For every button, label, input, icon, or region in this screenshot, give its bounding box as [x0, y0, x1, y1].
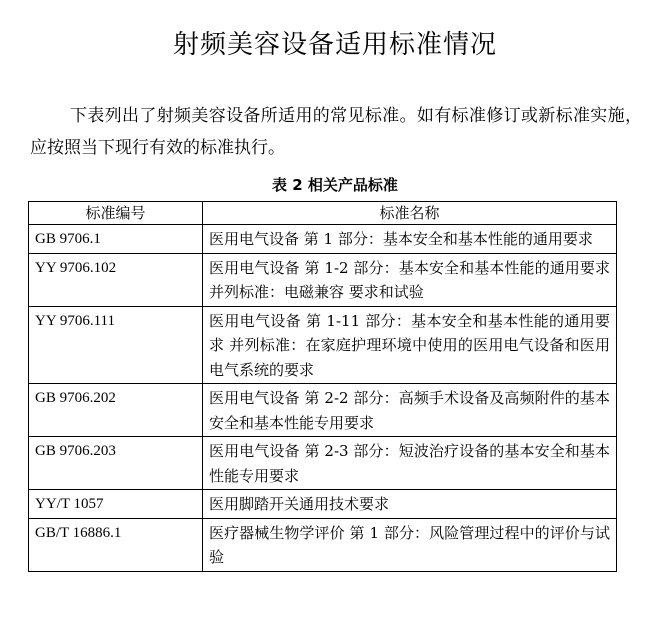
standard-number-cell: GB/T 16886.1: [29, 518, 203, 571]
table-caption: 表 2 相关产品标准: [272, 176, 398, 194]
table-row: [29, 306, 617, 384]
standard-name-cell: 医用电气设备 第 1-2 部分：基本安全和基本性能的通用要求 并列标准：电磁兼容 要求和试验: [203, 253, 617, 306]
table-row: [29, 253, 617, 306]
header-standard-number: 标准编号: [29, 202, 203, 225]
table-row: [29, 490, 617, 519]
page-title: 射频美容设备适用标准情况: [172, 30, 497, 60]
table-row: [29, 437, 617, 490]
header-standard-name: 标准名称: [203, 202, 617, 225]
standard-number-cell: GB 9706.203: [29, 437, 203, 490]
standard-name-cell: 医用脚踏开关通用技术要求: [203, 490, 617, 519]
standard-name-cell: 医疗器械生物学评价 第 1 部分：风险管理过程中的评价与试验: [203, 518, 617, 571]
standard-name-cell: 医用电气设备 第 1 部分：基本安全和基本性能的通用要求: [203, 225, 617, 254]
table-header-row: [29, 202, 617, 225]
intro-paragraph: 下表列出了射频美容设备所适用的常见标准。如有标准修订或新标准实施，应按照当下现行有效的标准执行。: [30, 106, 642, 158]
standard-number-cell: YY 9706.102: [29, 253, 203, 306]
table-row: [29, 225, 617, 254]
standards-table: [28, 201, 617, 572]
standard-number-cell: GB 9706.1: [29, 225, 203, 254]
standard-number-cell: GB 9706.202: [29, 384, 203, 437]
standard-number-cell: YY 9706.111: [29, 306, 203, 384]
standard-name-cell: 医用电气设备 第 2-3 部分：短波治疗设备的基本安全和基本性能专用要求: [203, 437, 617, 490]
table-row: [29, 518, 617, 571]
standard-number-cell: YY/T 1057: [29, 490, 203, 519]
table-row: [29, 384, 617, 437]
standard-name-cell: 医用电气设备 第 1-11 部分：基本安全和基本性能的通用要求 并列标准：在家庭护理环境中使用的医用电气设备和医用电气系统的要求: [203, 306, 617, 384]
standard-name-cell: 医用电气设备 第 2-2 部分：高频手术设备及高频附件的基本安全和基本性能专用要求: [203, 384, 617, 437]
